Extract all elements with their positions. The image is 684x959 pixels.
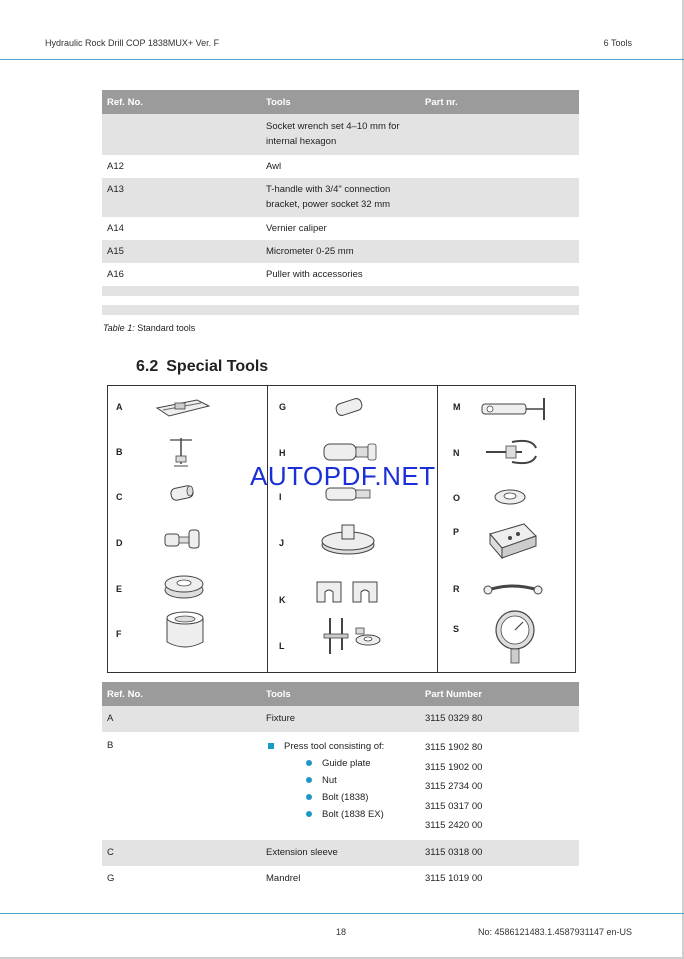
label-d: D <box>116 538 123 548</box>
mandrel-g-icon <box>330 394 370 420</box>
table-caption <box>103 323 195 333</box>
cell-part <box>420 155 579 178</box>
list-item <box>266 772 415 789</box>
label-i: I <box>279 492 282 502</box>
tool-j-icon <box>320 521 376 557</box>
table-row <box>102 866 579 890</box>
cell-ref: A15 <box>102 240 261 263</box>
cell-tool: Mandrel <box>266 872 301 884</box>
cell-tool: Awl <box>266 161 282 172</box>
washer-o-icon <box>492 486 528 506</box>
cell-ref: A16 <box>107 269 124 280</box>
col-header-part: Part nr. <box>420 90 579 114</box>
table-row <box>102 263 579 286</box>
cell-tool: Puller with accessories <box>266 269 363 280</box>
cell-ref: A13 <box>102 178 261 217</box>
cell-tool: Fixture <box>261 706 420 732</box>
press-tool-icon <box>166 434 196 470</box>
table-row <box>102 840 579 866</box>
cell-part <box>420 178 579 217</box>
special-tools-table <box>102 682 579 890</box>
table-row <box>102 706 579 732</box>
cell-tool: Socket wrench set 4–10 mm for internal hexagon <box>261 114 420 155</box>
list-item <box>266 755 415 772</box>
list-item-text: Guide plate <box>322 758 371 769</box>
tool-k-icon <box>313 578 383 608</box>
label-r: R <box>453 584 460 594</box>
table-row <box>102 217 579 240</box>
cell-tool: T-handle with 3/4" connection bracket, power socket 32 mm <box>261 178 420 217</box>
cell-part <box>420 240 579 263</box>
col-header-ref: Ref. No. <box>102 90 261 114</box>
tool-l-icon <box>320 614 382 658</box>
extension-sleeve-icon <box>168 482 198 504</box>
square-bullet-icon <box>268 743 274 749</box>
bullet-icon <box>306 811 312 817</box>
cell-ref <box>102 114 261 155</box>
label-o: O <box>453 493 461 503</box>
part-number: 3115 2420 00 <box>425 820 483 831</box>
cell-part <box>420 263 579 286</box>
list-item-text: Bolt (1838) <box>322 792 369 803</box>
header-doc-title: Hydraulic Rock Drill COP 1838MUX+ Ver. F <box>45 38 220 48</box>
cell-part: 3115 0329 80 <box>420 706 579 732</box>
cell-ref: A12 <box>107 161 124 172</box>
watermark: AUTOPDF.NET <box>250 461 436 491</box>
wrench-r-icon <box>482 580 544 598</box>
label-e: E <box>116 584 123 594</box>
part-number: 3115 1902 00 <box>425 761 483 773</box>
figure-divider <box>437 386 438 672</box>
puller-n-icon <box>482 434 542 468</box>
header-rule <box>0 59 684 60</box>
part-number: 3115 1902 80 <box>425 742 483 753</box>
part-number: 3115 0317 00 <box>425 800 483 812</box>
list-item-text: Bolt (1838 EX) <box>322 809 384 820</box>
fixture-icon <box>153 394 213 420</box>
label-l: L <box>279 641 285 651</box>
cell-part: 3115 1019 00 <box>425 872 483 884</box>
cell-ref: A14 <box>107 223 124 234</box>
tool-m-icon <box>478 392 554 426</box>
caption-text: Standard tools <box>134 323 196 333</box>
label-a: A <box>116 402 123 412</box>
table-row <box>102 114 579 155</box>
label-j: J <box>279 538 285 548</box>
list-item-text: Nut <box>322 775 337 786</box>
list-item-text: Press tool consisting of: <box>284 741 385 752</box>
cell-part-list <box>420 732 579 840</box>
section-heading <box>136 358 276 376</box>
label-h: H <box>279 448 286 458</box>
list-item <box>266 738 415 755</box>
bullet-icon <box>306 777 312 783</box>
gauge-s-icon <box>492 608 538 668</box>
list-item <box>266 789 415 806</box>
table-row <box>102 732 579 840</box>
mandrel-d-icon <box>163 526 203 552</box>
cell-part <box>420 114 579 155</box>
table-row <box>102 155 579 178</box>
table-header-row <box>102 90 579 114</box>
header-chapter: 6 Tools <box>603 38 632 48</box>
page-number: 18 <box>336 927 347 937</box>
figure-divider <box>267 386 268 672</box>
cell-part <box>420 217 579 240</box>
label-f: F <box>116 629 122 639</box>
ring-tool-icon <box>163 572 205 600</box>
label-m: M <box>453 402 461 412</box>
label-n: N <box>453 448 460 458</box>
standard-tools-table <box>102 90 579 315</box>
label-g: G <box>279 402 287 412</box>
part-number: 3115 2734 00 <box>425 781 483 792</box>
label-k: K <box>279 595 286 605</box>
table-row <box>102 240 579 263</box>
cell-ref: A <box>102 706 261 732</box>
col-header-tools: Tools <box>261 682 420 706</box>
col-header-tools: Tools <box>261 90 420 114</box>
table-row <box>102 178 579 217</box>
cell-ref: G <box>107 872 115 884</box>
cell-tool: Micrometer 0-25 mm <box>261 240 420 263</box>
special-tools-figure <box>107 385 576 673</box>
table-spacer-row <box>102 286 579 296</box>
col-header-ref: Ref. No. <box>102 682 261 706</box>
table-header-row <box>102 682 579 706</box>
cell-tool: Extension sleeve <box>261 840 420 866</box>
cell-tool: Vernier caliper <box>266 223 327 234</box>
cell-ref: B <box>107 740 114 751</box>
bullet-icon <box>306 794 312 800</box>
table-spacer-row <box>102 296 579 305</box>
section-title: Special Tools <box>166 358 269 375</box>
document-number: No: 4586121483.1.4587931147 en-US <box>478 927 632 937</box>
bullet-icon <box>306 760 312 766</box>
toolcase-p-icon <box>484 516 540 562</box>
col-header-part-number: Part Number <box>420 682 579 706</box>
cell-part: 3115 0318 00 <box>420 840 579 866</box>
label-b: B <box>116 447 123 457</box>
list-item <box>266 806 415 823</box>
section-number: 6.2 <box>136 358 159 375</box>
cell-tool-list <box>261 732 420 840</box>
cell-ref: C <box>102 840 261 866</box>
sleeve-f-icon <box>163 610 207 652</box>
footer-rule <box>0 913 684 914</box>
label-s: S <box>453 624 460 634</box>
table-spacer-row <box>102 305 579 315</box>
label-c: C <box>116 492 123 502</box>
caption-label: Table 1: <box>103 323 135 333</box>
label-p: P <box>453 527 460 537</box>
